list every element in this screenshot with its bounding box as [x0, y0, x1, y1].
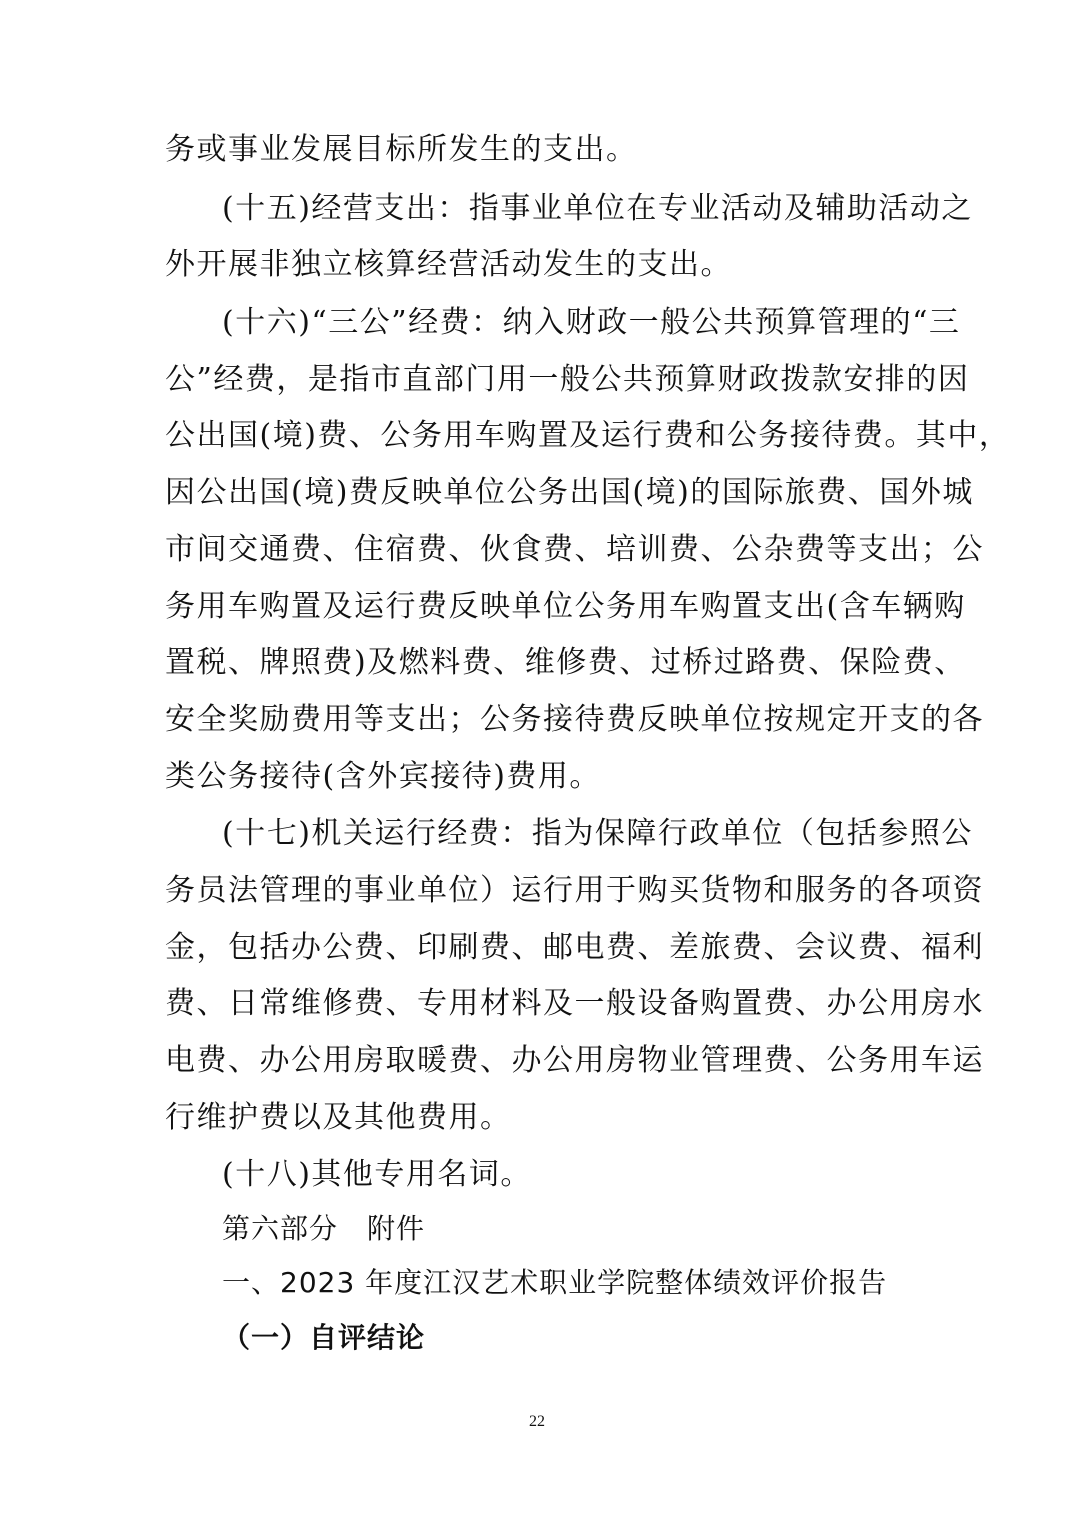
paragraph-line: (十八)其他专用名词。 — [222, 1157, 532, 1192]
paragraph-line: 市间交通费、住宿费、伙食费、培训费、公杂费等支出；公 — [165, 532, 984, 567]
paragraph-line: (十五)经营支出：指事业单位在专业活动及辅助活动之 — [222, 191, 973, 226]
page-number: 22 — [529, 1413, 545, 1430]
paragraph-line: 务员法管理的事业单位）运行用于购买货物和服务的各项资 — [165, 873, 984, 908]
paragraph-line: 公”经费，是指市直部门用一般公共预算财政拨款安排的因 — [165, 362, 970, 397]
paragraph-line: 电费、办公用房取暖费、办公用房物业管理费、公务用车运 — [165, 1043, 984, 1078]
paragraph-line: 因公出国(境)费反映单位公务出国(境)的国际旅费、国外城 — [165, 475, 974, 510]
paragraph-line: (十六)“三公”经费：纳入财政一般公共预算管理的“三 — [222, 305, 961, 340]
section-title: 第六部分 附件 — [222, 1212, 426, 1245]
paragraph-line: 务或事业发展目标所发生的支出。 — [165, 132, 638, 167]
sub-subsection-title: （一）自评结论 — [222, 1321, 426, 1354]
paragraph-line: 公出国(境)费、公务用车购置及运行费和公务接待费。其中， — [165, 418, 1011, 453]
paragraph-line: 类公务接待(含外宾接待)费用。 — [165, 759, 601, 794]
paragraph-line: 行维护费以及其他费用。 — [165, 1100, 512, 1135]
paragraph-line: 置税、牌照费)及燃料费、维修费、过桥过路费、保险费、 — [165, 645, 966, 680]
paragraph-line: 金，包括办公费、印刷费、邮电费、差旅费、会议费、福利 — [165, 930, 984, 965]
paragraph-line: (十七)机关运行经费：指为保障行政单位（包括参照公 — [222, 816, 973, 851]
subsection-title: 一、2023 年度江汉艺术职业学院整体绩效评价报告 — [222, 1266, 888, 1299]
paragraph-line: 安全奖励费用等支出；公务接待费反映单位按规定开支的各 — [165, 702, 984, 737]
paragraph-line: 务用车购置及运行费反映单位公务用车购置支出(含车辆购 — [165, 589, 966, 624]
paragraph-line: 费、日常维修费、专用材料及一般设备购置费、办公用房水 — [165, 986, 984, 1021]
paragraph-line: 外开展非独立核算经营活动发生的支出。 — [165, 247, 732, 282]
